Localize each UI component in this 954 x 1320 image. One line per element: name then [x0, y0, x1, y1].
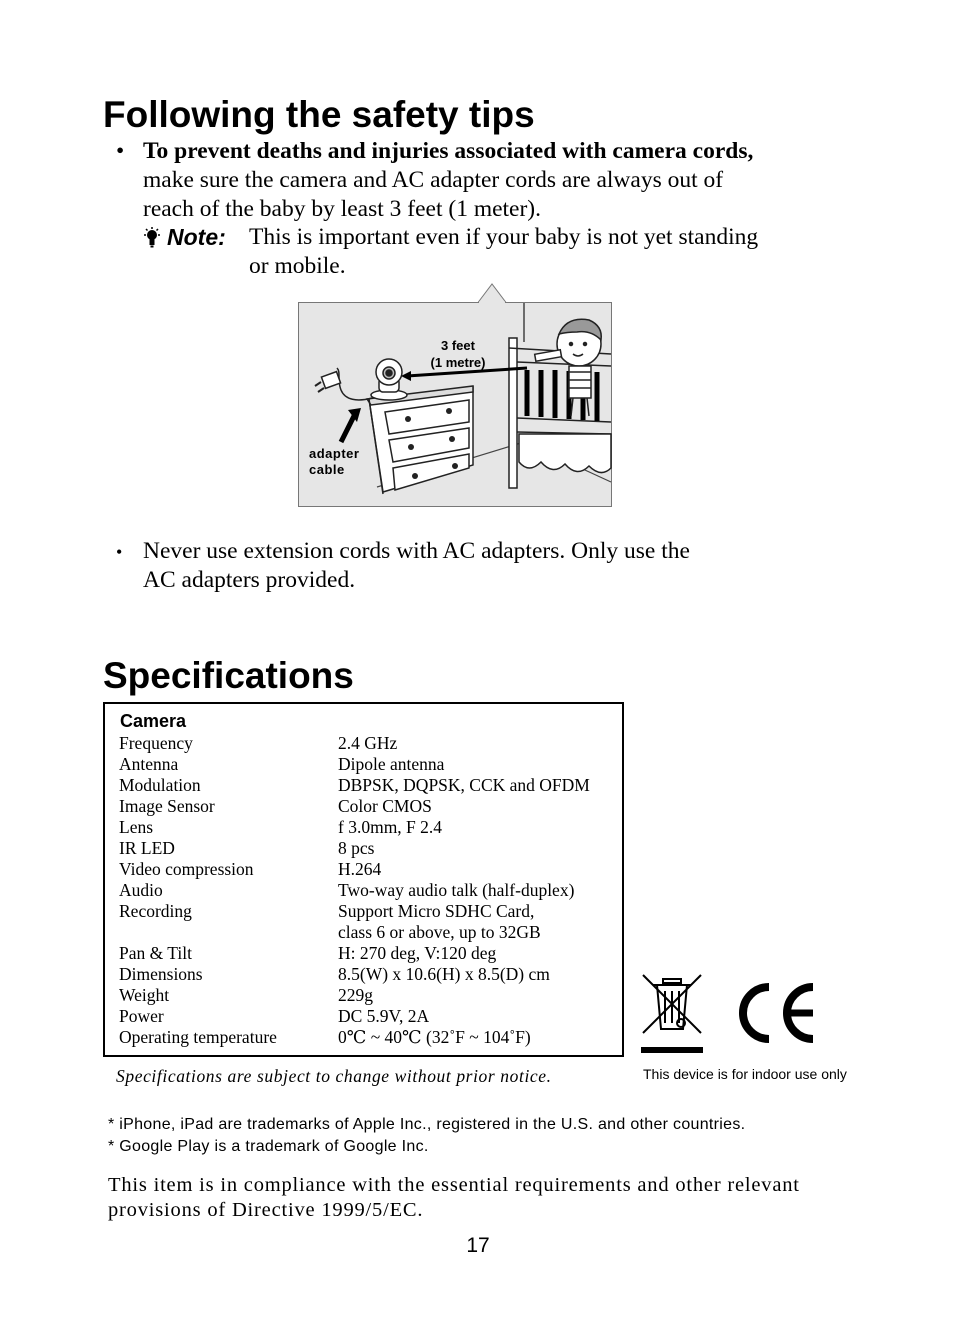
spec-value-continued: class 6 or above, up to 32GB	[338, 922, 541, 942]
bullet-bold-text: To prevent deaths and injuries associated with camera cords,	[143, 138, 754, 164]
spec-key: Image Sensor	[119, 796, 215, 816]
distance-label-line: 3 feet	[441, 338, 475, 353]
section-title-specifications: Specifications	[103, 655, 354, 696]
note-text	[249, 223, 849, 281]
trademark-line: * iPhone, iPad are trademarks of Apple Inc., registered in the U.S. and other countries.	[108, 1116, 746, 1133]
spec-key: Video compression	[119, 859, 254, 879]
spec-key: Audio	[119, 880, 163, 900]
spec-value: H: 270 deg, V:120 deg	[338, 943, 497, 963]
spec-value: DBPSK, DQPSK, CCK and OFDM	[338, 775, 590, 795]
spec-value: 2.4 GHz	[338, 733, 398, 753]
specifications-table	[103, 702, 624, 1057]
compliance-statement	[108, 1173, 800, 1223]
spec-key: Operating temperature	[119, 1027, 277, 1047]
spec-key: Pan & Tilt	[119, 943, 192, 963]
distance-label-line: (1 metre)	[430, 355, 486, 370]
safety-bullet-2	[143, 537, 843, 595]
spec-key: Dimensions	[119, 964, 203, 984]
spec-key: Weight	[119, 985, 170, 1005]
bullet-text-line: Never use extension cords with AC adapters. Only use the	[143, 538, 690, 564]
cable-label-line: cable	[309, 462, 345, 477]
page-number: 17	[466, 1234, 490, 1257]
note-line: This is important even if your baby is not yet standing	[249, 224, 759, 250]
distance-label	[416, 337, 500, 371]
bullet-text-line: AC adapters provided.	[143, 567, 356, 593]
spec-key: Power	[119, 1006, 164, 1026]
spec-key: Lens	[119, 817, 154, 837]
spec-value: 8.5(W) x 10.6(H) x 8.5(D) cm	[338, 964, 550, 984]
indoor-use-note: This device is for indoor use only	[643, 1066, 847, 1082]
spec-value: H.264	[338, 859, 382, 879]
spec-value: 8 pcs	[338, 838, 375, 858]
spec-value: f 3.0mm, F 2.4	[338, 817, 443, 837]
spec-value: 0℃ ~ 40℃ (32˚F ~ 104˚F)	[338, 1027, 531, 1047]
trademark-notes	[108, 1114, 745, 1158]
spec-key: Frequency	[119, 733, 193, 753]
bullet-text-line: make sure the camera and AC adapter cords are always out of	[143, 167, 724, 193]
compliance-line: This item is in compliance with the essential requirements and other relevant	[108, 1174, 800, 1196]
compliance-line: provisions of Directive 1999/5/EC.	[108, 1199, 424, 1221]
safety-bullet-1	[143, 137, 843, 224]
spec-key: Modulation	[119, 775, 201, 795]
section-title-safety: Following the safety tips	[103, 94, 535, 135]
note-label: Note:	[167, 224, 226, 250]
cable-label-line: adapter	[309, 446, 360, 461]
spec-value: Dipole antenna	[338, 754, 445, 774]
spec-value: Two-way audio talk (half-duplex)	[338, 880, 575, 900]
spec-value: 229g	[338, 985, 373, 1005]
spec-key: Antenna	[119, 754, 179, 774]
weee-bin-icon	[641, 973, 703, 1055]
bullet-dot: •	[116, 138, 125, 164]
spec-section-title: Camera	[120, 711, 187, 731]
spec-key: IR LED	[119, 838, 175, 858]
spec-key: Recording	[119, 901, 192, 921]
adapter-cable-label	[309, 446, 359, 478]
bullet-text-line: reach of the baby by least 3 feet (1 meter).	[143, 196, 542, 222]
lightbulb-icon	[143, 227, 161, 249]
spec-value: DC 5.9V, 2A	[338, 1006, 430, 1026]
bullet-dot: •	[116, 542, 123, 562]
note-line: or mobile.	[249, 253, 346, 279]
spec-notice: Specifications are subject to change without prior notice.	[116, 1066, 552, 1086]
spec-value: Color CMOS	[338, 796, 432, 816]
spec-value: Support Micro SDHC Card,	[338, 901, 535, 921]
trademark-line: * Google Play is a trademark of Google Inc.	[108, 1138, 429, 1155]
ce-mark-icon	[729, 981, 819, 1045]
